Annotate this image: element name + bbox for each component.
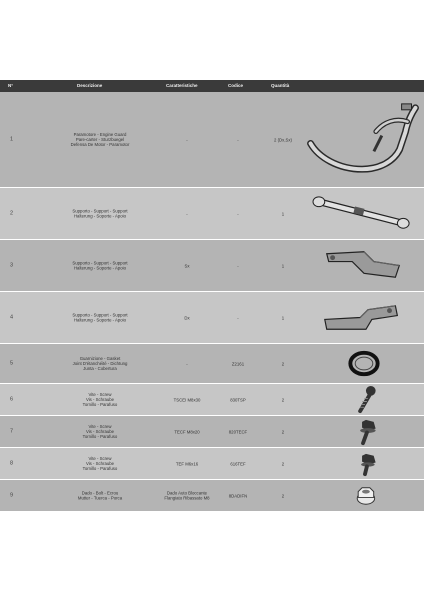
table-row (0, 92, 424, 188)
row-quantity: 2 (281, 396, 285, 402)
row-code: - (237, 262, 239, 268)
row-quantity: 1 (281, 262, 285, 268)
gasket-ring-icon (304, 344, 424, 383)
row-code: - (237, 136, 239, 142)
description-line: Dado - Bolt - Ecrou (81, 490, 119, 496)
row-code: 830TSP (230, 396, 246, 402)
row-characteristics: - (186, 210, 188, 216)
row-description (50, 490, 150, 501)
description-line: Vite - Screw (88, 391, 112, 397)
description-line: Vis - Schraube (85, 396, 115, 402)
row-number: 2 (10, 209, 14, 216)
table-row (0, 344, 424, 384)
header-characteristics: Caratteristiche (166, 83, 198, 88)
row-quantity: 2 (281, 360, 285, 366)
description-line: Defensa De Motor - Paramotor (70, 142, 130, 148)
row-characteristics: Dado Auto Bloccante Flangiato Ribassato M8 (164, 490, 210, 501)
table-row (0, 480, 424, 512)
row-number: 8 (10, 459, 14, 466)
table-header (0, 80, 424, 92)
description-line: Pare-carter - Sturzbuegel (75, 136, 125, 142)
description-line: Tornillo - Parafuso (82, 402, 118, 408)
description-line: Vite - Screw (88, 423, 112, 429)
description-line: Mutter - Tuerca - Porca (77, 495, 123, 501)
row-description (50, 423, 150, 439)
description-line: Paramotore - Engine Guard (73, 131, 127, 137)
table-row (0, 448, 424, 480)
row-characteristics: Dx (184, 314, 190, 320)
row-code: - (237, 314, 239, 320)
row-number: 3 (10, 261, 14, 268)
parts-table (0, 80, 424, 512)
table-row (0, 416, 424, 448)
description-line: Vis - Schraube (85, 428, 115, 434)
row-code: - (237, 210, 239, 216)
header-description: Descrizione (77, 83, 103, 88)
row-characteristics: TECF M8x20 (174, 428, 200, 434)
row-description (50, 355, 150, 371)
row-number: 4 (10, 313, 14, 320)
row-description (50, 312, 150, 323)
bracket-left-icon (304, 240, 424, 291)
row-code: 616TEF (230, 460, 246, 466)
row-characteristics: - (186, 136, 188, 142)
row-characteristics: TSCEI M8x30 (173, 396, 201, 402)
row-code: Z2161 (231, 360, 245, 366)
short-screw-icon (304, 448, 424, 479)
description-line: Guarnizione - Gasket (79, 355, 121, 361)
support-bar-icon (304, 188, 424, 239)
row-quantity: 2 (281, 460, 285, 466)
row-number: 9 (10, 491, 14, 498)
row-quantity: 2 (281, 492, 285, 498)
description-line: Halterung - Soporte - Apoio (73, 213, 127, 219)
table-row (0, 292, 424, 344)
long-screw-icon (304, 384, 424, 415)
description-line: Vis - Schraube (85, 460, 115, 466)
table-row (0, 384, 424, 416)
flange-screw-icon (304, 416, 424, 447)
row-description (50, 455, 150, 471)
description-line: Junta - Cobertura (83, 366, 117, 372)
row-description (50, 260, 150, 271)
row-characteristics: TEF M6x16 (175, 460, 199, 466)
description-line: Joint D'étanchéité - Dichtung (72, 360, 128, 366)
description-line: Supporto - Support - Support (72, 312, 128, 318)
header-quantity: Quantità (271, 83, 290, 88)
description-line: Supporto - Support - Support (72, 208, 128, 214)
row-description (50, 208, 150, 219)
bracket-right-icon (304, 292, 424, 343)
row-description (50, 131, 150, 147)
row-number: 1 (10, 135, 14, 142)
description-line: Tornillo - Parafuso (82, 466, 118, 472)
header-num: N° (8, 83, 14, 88)
description-line: Halterung - Soporte - Apoio (73, 317, 127, 323)
engine-guard-icon (304, 92, 424, 187)
row-number: 6 (10, 395, 14, 402)
row-description (50, 391, 150, 407)
row-quantity: 2 (Dx,Sx) (274, 136, 292, 142)
description-line: Halterung - Soporte - Apoio (73, 265, 127, 271)
row-quantity: 1 (281, 314, 285, 320)
description-line: Vite - Screw (88, 455, 112, 461)
table-row (0, 188, 424, 240)
row-code: 820TECF (228, 428, 248, 434)
row-code: 8DADIFN (228, 492, 248, 498)
description-line: Tornillo - Parafuso (82, 434, 118, 440)
row-characteristics: - (186, 360, 188, 366)
row-number: 5 (10, 359, 14, 366)
row-quantity: 1 (281, 210, 285, 216)
row-characteristics: Sx (184, 262, 190, 268)
description-line: Supporto - Support - Support (72, 260, 128, 266)
header-code: Codice (228, 83, 244, 88)
row-quantity: 2 (281, 428, 285, 434)
flange-nut-icon (304, 480, 424, 511)
row-number: 7 (10, 427, 14, 434)
table-row (0, 240, 424, 292)
